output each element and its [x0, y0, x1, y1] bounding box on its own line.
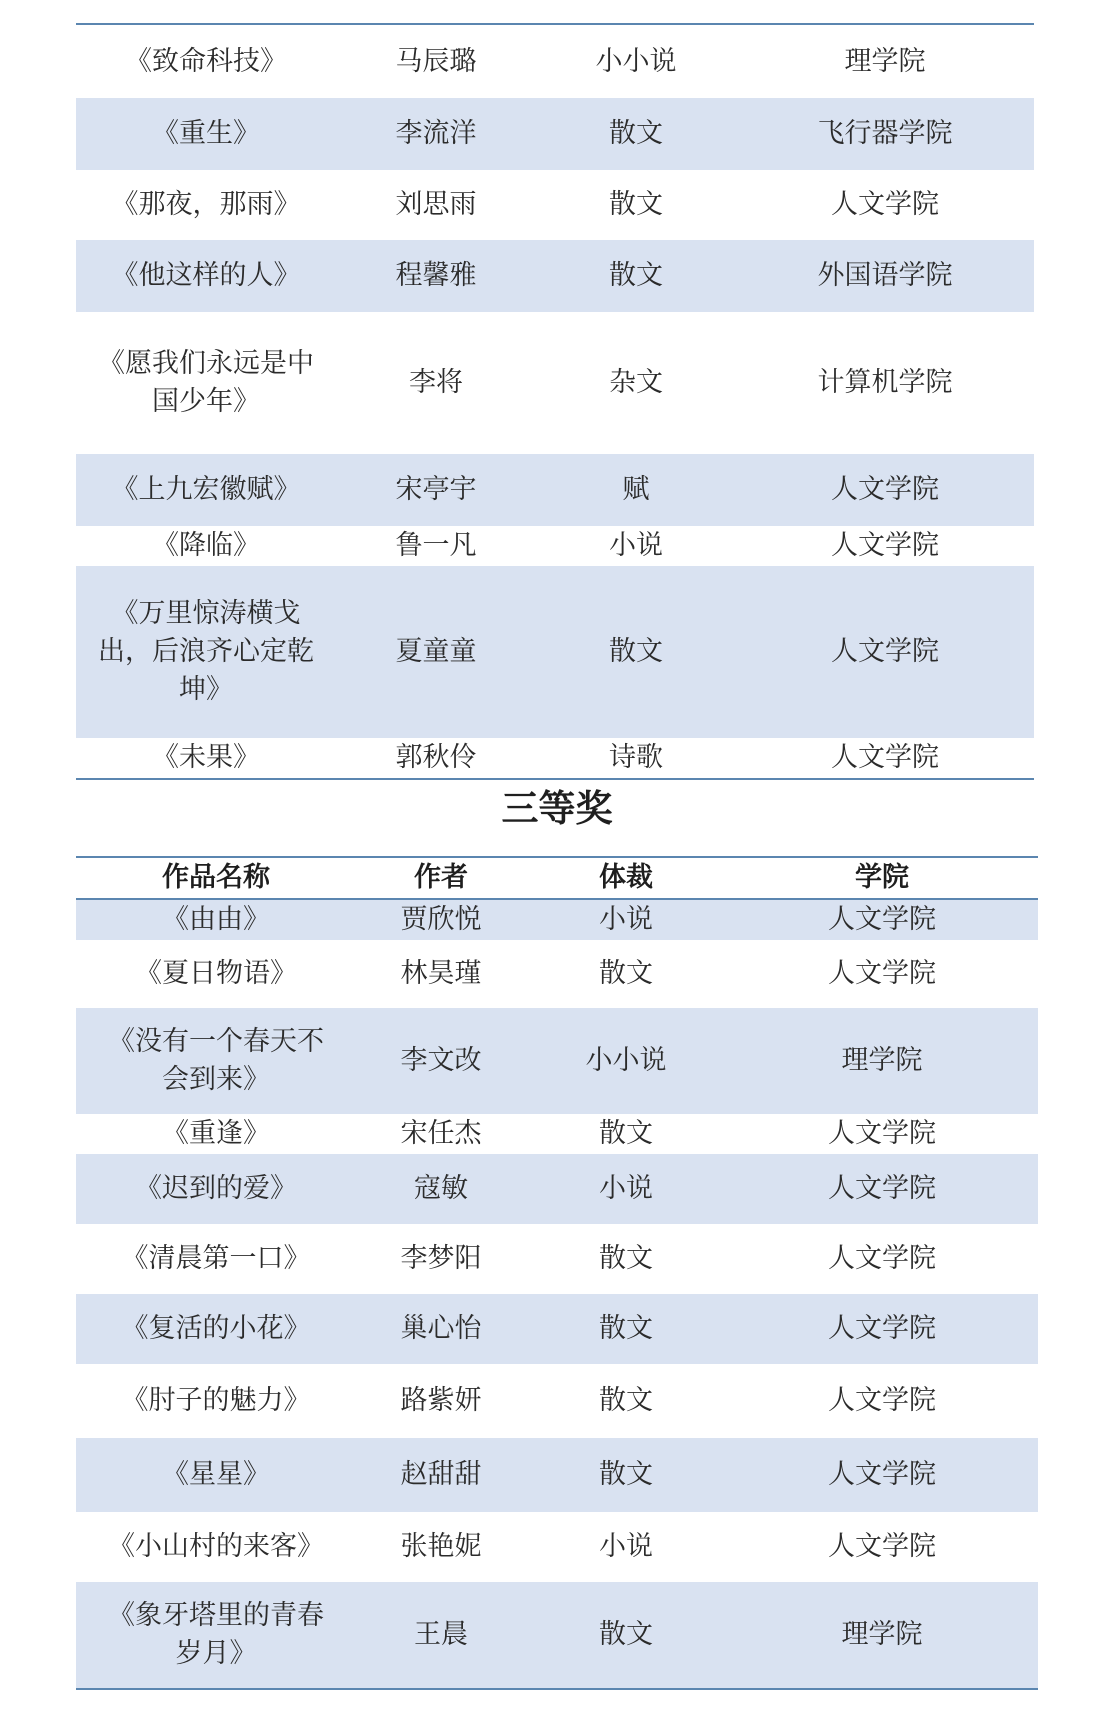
college: 理学院	[844, 45, 926, 77]
work-title: 《万里惊涛横戈 出，后浪齐心定乾 坤》	[98, 598, 314, 705]
author-name: 夏童童	[395, 636, 477, 667]
college: 人文学院	[831, 742, 939, 773]
author-name: 李将	[409, 367, 463, 398]
table-row	[76, 1364, 1038, 1438]
work-title: 《复活的小花》	[121, 1313, 311, 1344]
table-row	[76, 170, 1034, 240]
table-bottom-rule	[76, 1688, 1038, 1690]
genre: 散文	[609, 118, 663, 149]
author-name: 马辰璐	[395, 45, 477, 77]
author-name: 鲁一凡	[395, 530, 477, 561]
table-bottom-rule	[76, 778, 1034, 780]
header-work-title: 作品名称	[162, 862, 270, 893]
table-row	[76, 1438, 1038, 1512]
genre: 散文	[609, 189, 663, 220]
work-title: 《重逢》	[162, 1118, 270, 1149]
author-name: 林昊瑾	[400, 958, 482, 989]
table-row	[76, 1582, 1038, 1688]
work-title: 《小山村的来客》	[108, 1531, 324, 1562]
genre: 散文	[609, 260, 663, 291]
author-name: 李梦阳	[400, 1243, 482, 1274]
work-title: 《清晨第一口》	[121, 1243, 311, 1274]
genre: 散文	[599, 958, 653, 989]
genre: 小说	[599, 1531, 653, 1562]
author-name: 李流洋	[395, 118, 477, 149]
college: 人文学院	[828, 1173, 936, 1204]
author-name: 程馨雅	[395, 260, 477, 291]
college: 飞行器学院	[817, 118, 953, 149]
work-title: 《夏日物语》	[135, 958, 297, 989]
genre: 小说	[609, 530, 663, 561]
author-name: 赵甜甜	[400, 1459, 482, 1490]
table-row	[76, 566, 1034, 738]
author-name: 李文改	[400, 1045, 482, 1076]
genre: 散文	[599, 1385, 653, 1416]
work-title: 《那夜，那雨》	[111, 189, 301, 220]
genre: 散文	[599, 1619, 653, 1650]
table-row	[76, 1224, 1038, 1294]
college: 人文学院	[828, 958, 936, 989]
genre: 散文	[599, 1243, 653, 1274]
genre: 赋	[622, 474, 650, 505]
college: 理学院	[841, 1045, 923, 1076]
work-title: 《降临》	[152, 530, 260, 561]
table-row	[76, 1512, 1038, 1582]
college: 人文学院	[828, 904, 936, 935]
author-name: 刘思雨	[395, 189, 477, 220]
genre: 散文	[599, 1459, 653, 1490]
genre: 诗歌	[609, 742, 663, 773]
genre: 散文	[599, 1118, 653, 1149]
table-row	[76, 98, 1034, 170]
header-author: 作者	[414, 862, 468, 893]
table-row	[76, 526, 1034, 566]
author-name: 贾欣悦	[400, 904, 482, 935]
author-name: 路紫妍	[400, 1385, 482, 1416]
work-title: 《星星》	[162, 1459, 270, 1490]
work-title: 《肘子的魅力》	[121, 1385, 311, 1416]
work-title: 《象牙塔里的青春 岁月》	[108, 1600, 324, 1669]
work-title: 《重生》	[152, 118, 260, 149]
college: 人文学院	[828, 1243, 936, 1274]
author-name: 宋亭宇	[395, 474, 477, 505]
work-title: 《上九宏徽赋》	[111, 474, 301, 505]
table-row	[76, 940, 1038, 1008]
author-name: 郭秋伶	[395, 742, 477, 773]
author-name: 巢心怡	[400, 1313, 482, 1344]
header-genre: 体裁	[599, 862, 653, 893]
genre: 散文	[599, 1313, 653, 1344]
table-row	[76, 1008, 1038, 1114]
table-row	[76, 900, 1038, 940]
college: 人文学院	[831, 636, 939, 667]
table-row	[76, 25, 1034, 98]
table-row	[76, 1154, 1038, 1224]
table-row	[76, 1294, 1038, 1364]
table-row	[76, 1114, 1038, 1154]
work-title: 《由由》	[162, 904, 270, 935]
college: 人文学院	[828, 1531, 936, 1562]
genre: 小说	[599, 1173, 653, 1204]
author-name: 宋任杰	[400, 1118, 482, 1149]
genre: 散文	[609, 636, 663, 667]
genre: 杂文	[609, 367, 663, 398]
college: 人文学院	[828, 1118, 936, 1149]
college: 人文学院	[828, 1459, 936, 1490]
author-name: 张艳妮	[400, 1531, 482, 1562]
table-row	[76, 312, 1034, 454]
college: 人文学院	[831, 530, 939, 561]
work-title: 《迟到的爱》	[135, 1173, 297, 1204]
work-title: 《未果》	[152, 742, 260, 773]
college: 外国语学院	[817, 260, 953, 291]
table-row	[76, 738, 1034, 778]
work-title: 《他这样的人》	[111, 260, 301, 291]
work-title: 《没有一个春天不 会到来》	[108, 1026, 324, 1095]
work-title: 《愿我们永远是中 国少年》	[98, 348, 314, 417]
work-title: 《致命科技》	[125, 45, 287, 77]
table-header-row	[76, 858, 1038, 898]
author-name: 寇敏	[414, 1173, 468, 1204]
section-title-third-prize: 三等奖	[501, 787, 613, 830]
header-college: 学院	[855, 862, 909, 893]
table-row	[76, 240, 1034, 312]
genre: 小小说	[585, 1045, 667, 1076]
table-row	[76, 454, 1034, 526]
college: 理学院	[841, 1619, 923, 1650]
genre: 小说	[599, 904, 653, 935]
author-name: 王晨	[414, 1619, 468, 1650]
college: 人文学院	[831, 474, 939, 505]
college: 计算机学院	[817, 367, 953, 398]
college: 人文学院	[831, 189, 939, 220]
college: 人文学院	[828, 1313, 936, 1344]
genre: 小小说	[595, 45, 677, 77]
college: 人文学院	[828, 1385, 936, 1416]
